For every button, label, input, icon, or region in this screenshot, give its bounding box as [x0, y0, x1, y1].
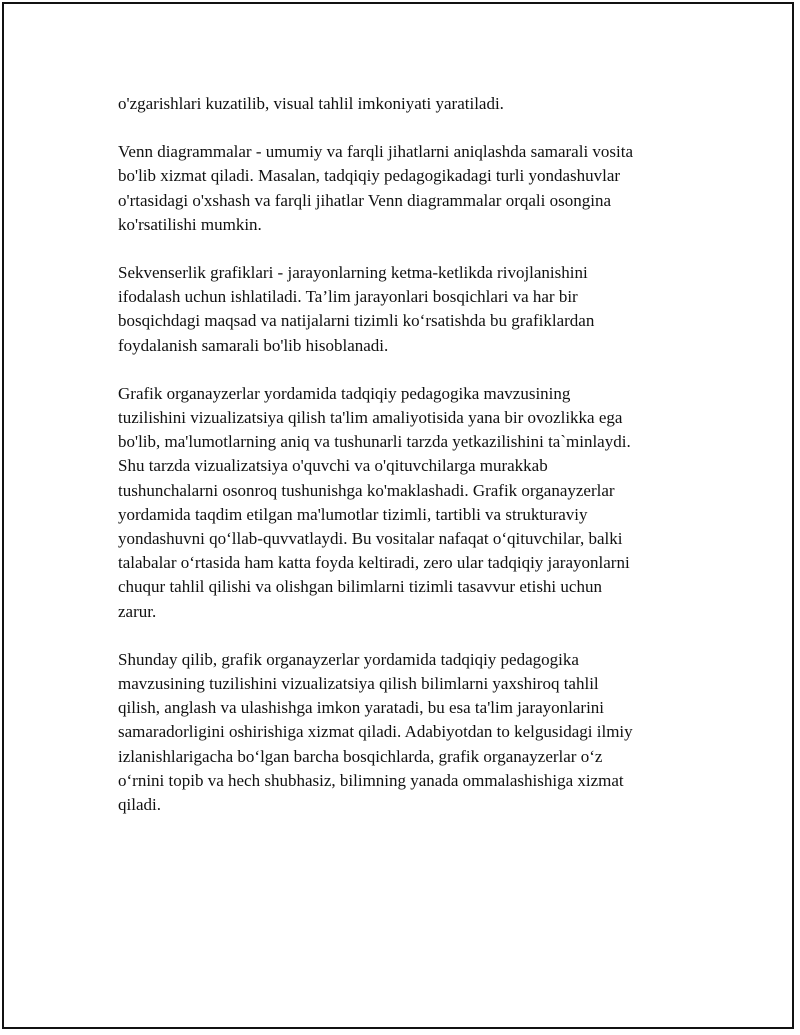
paragraph-sequence-charts — [118, 261, 688, 358]
paragraph-1 — [118, 92, 688, 116]
text-line: chuqur tahlil qilishi va olishgan bilimlarni tizimli tasavvur etishi uchun — [118, 577, 602, 597]
text-line: talabalar o‘rtasida ham katta foyda keltiradi, zero ular tadqiqiy jarayonlarni — [118, 553, 630, 573]
text-line: o‘rnini topib va hech shubhasiz, bilimning yanada ommalashishiga xizmat — [118, 770, 624, 790]
text-line: Sekvenserlik grafiklari - jarayonlarning ketma-ketlikda rivojlanishini — [118, 263, 588, 283]
text-line: bo'lib xizmat qiladi. Masalan, tadqiqiy pedagogikadagi turli yondashuvlar — [118, 166, 621, 186]
text-line: Grafik organayzerlar yordamida tadqiqiy pedagogika mavzusining — [118, 383, 571, 403]
text-line: ifodalash uchun ishlatiladi. Ta’lim jarayonlari bosqichlari va har bir — [118, 287, 578, 307]
text-line: o'zgarishlari kuzatilib, visual tahlil imkoniyati yaratiladi. — [118, 94, 504, 113]
text-line: zarur. — [118, 601, 157, 621]
text-line: bosqichdagi maqsad va natijalarni tizimli ko‘rsatishda bu grafiklardan — [118, 311, 595, 331]
text-line: qilish, anglash va ulashishga imkon yaratadi, bu esa ta'lim jarayonlarini — [118, 698, 605, 718]
paragraph-venn-diagrams — [118, 140, 688, 237]
text-line: mavzusining tuzilishini vizualizatsiya qilish bilimlarni yaxshiroq tahlil — [118, 674, 599, 694]
paragraph-graphic-organizers — [118, 382, 688, 624]
text-line: Shunday qilib, grafik organayzerlar yordamida tadqiqiy pedagogika — [118, 649, 579, 669]
text-line: samaradorligini oshirishiga xizmat qiladi. Adabiyotdan to kelgusidagi ilmiy — [118, 722, 633, 742]
text-line: yordamida taqdim etilgan ma'lumotlar tizimli, tartibli va strukturaviy — [118, 504, 588, 524]
paragraph-conclusion — [118, 648, 688, 817]
text-line: qiladi. — [118, 795, 161, 815]
text-line: yondashuvni qo‘llab-quvvatlaydi. Bu vositalar nafaqat o‘qituvchilar, balki — [118, 529, 623, 549]
text-line: tushunchalarni osonroq tushunishga ko'maklashadi. Grafik organayzerlar — [118, 480, 615, 500]
text-line: bo'lib, ma'lumotlarning aniq va tushunarli tarzda yetkazilishini ta`minlaydi. — [118, 432, 631, 452]
text-line: ko'rsatilishi mumkin. — [118, 214, 262, 234]
text-line: tuzilishini vizualizatsiya qilish ta'lim amaliyotisida yana bir ovozlikka ega — [118, 408, 623, 428]
text-line: Shu tarzda vizualizatsiya o'quvchi va o'qituvchilarga murakkab — [118, 456, 548, 476]
text-line: Venn diagrammalar - umumiy va farqli jihatlarni aniqlashda samarali vosita — [118, 142, 634, 162]
text-line: o'rtasidagi o'xshash va farqli jihatlar Venn diagrammalar orqali osongina — [118, 190, 612, 210]
document-body — [118, 92, 688, 841]
text-line: foydalanish samarali bo'lib hisoblanadi. — [118, 335, 389, 355]
text-line: izlanishlarigacha bo‘lgan barcha bosqichlarda, grafik organayzerlar o‘z — [118, 746, 603, 766]
